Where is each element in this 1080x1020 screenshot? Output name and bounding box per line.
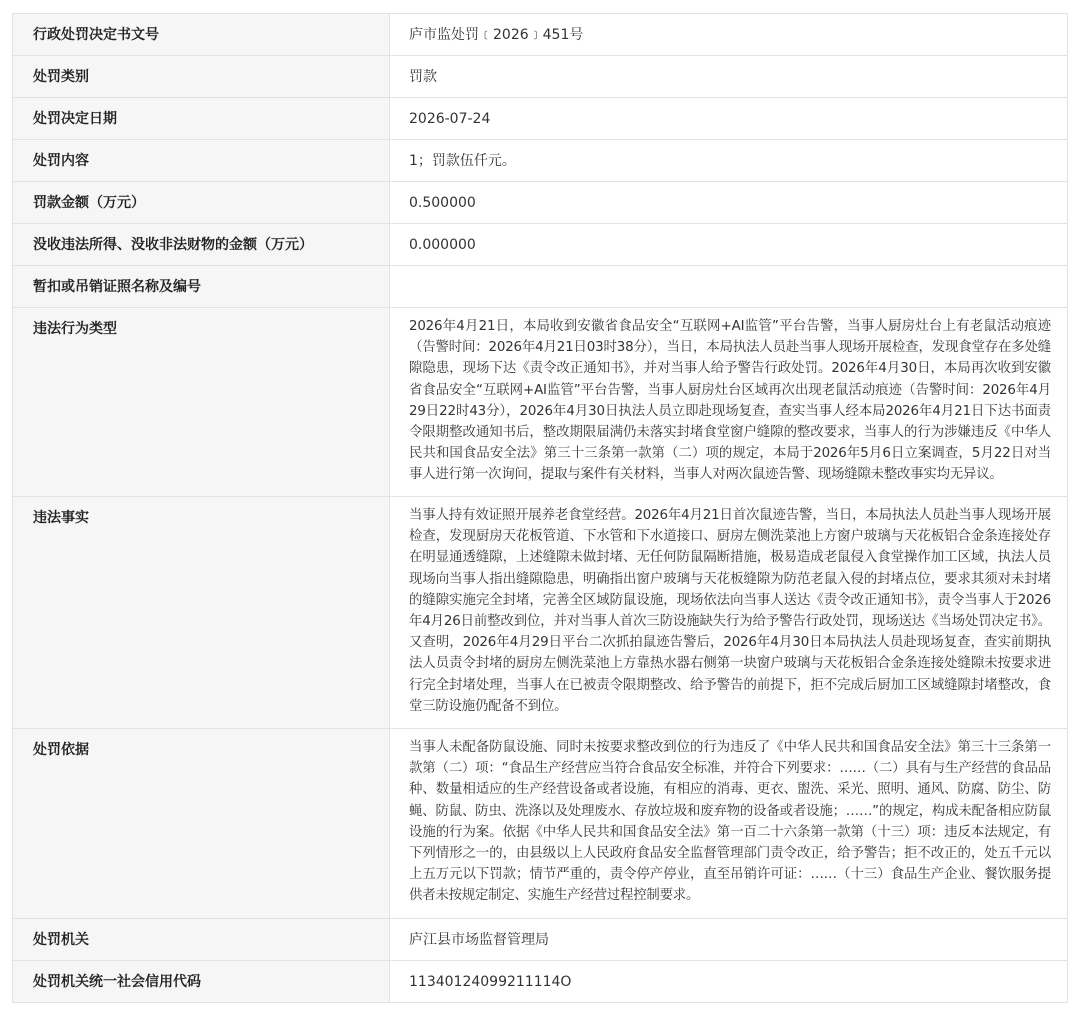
table-row [13,56,1068,98]
row-value-penalty-basis: 当事人未配备防鼠设施、同时未按要求整改到位的行为违反了《中华人民共和国食品安全法》第三十三条第一款第（二）项：“食品生产经营应当符合食品安全标准，并符合下列要求：……（二）具有与生产经营的食品品种、数量相适应的生产经营设备或者设施，有相应的消毒、更衣、盥洗、采光、照明、通风、防腐、防尘、防蝇、防鼠、防虫、洗涤以及处理废水、存放垃圾和废弃物的设备或者设施；……”的规定，构成未配备相应防鼠设施的行为案。依据《中华人民共和国食品安全法》第一百二十六条第一款第（十三）项：违反本法规定，有下列情形之一的，由县级以上人民政府食品安全监督管理部门责令改正，给予警告；拒不改正的，处五千元以上五万元以下罚款；情节严重的，责令停产停业，直至吊销许可证：……（十三）食品生产企业、餐饮服务提供者未按规定制定、实施生产经营过程控制要求。 [390,729,1068,919]
table-row [13,182,1068,224]
table-row [13,729,1068,919]
row-label-license-suspension: 暂扣或吊销证照名称及编号 [13,266,390,308]
row-value-doc-number: 庐市监处罚﹝2026﹞451号 [390,14,1068,56]
row-label-decision-date: 处罚决定日期 [13,98,390,140]
row-label-confiscation-amount: 没收违法所得、没收非法财物的金额（万元） [13,224,390,266]
row-value-license-suspension [390,266,1068,308]
row-label-penalty-basis: 处罚依据 [13,729,390,919]
table-row [13,961,1068,1003]
row-value-confiscation-amount: 0.000000 [390,224,1068,266]
row-value-decision-date: 2026-07-24 [390,98,1068,140]
row-label-doc-number: 行政处罚决定书文号 [13,14,390,56]
row-label-category: 处罚类别 [13,56,390,98]
row-value-content: 1；罚款伍仟元。 [390,140,1068,182]
row-label-credit-code: 处罚机关统一社会信用代码 [13,961,390,1003]
table-row [13,308,1068,497]
row-value-fine-amount: 0.500000 [390,182,1068,224]
row-value-violation-type: 2026年4月21日，本局收到安徽省食品安全“互联网+AI监管”平台告警，当事人厨房灶台上有老鼠活动痕迹（告警时间：2026年4月21日03时38分），当日，本局执法人员赴当事人现场开展检查，发现食堂存在多处缝隙隐患，现场下达《责令改正通知书》，并对当事人给予警告行政处罚。2026年4月30日，本局再次收到安徽省食品安全“互联网+AI监管”平台告警，当事人厨房灶台区域再次出现老鼠活动痕迹（告警时间：2026年4月29日22时43分），2026年4月30日执法人员立即赴现场复查，查实当事人经本局2026年4月21日下达书面责令限期整改通知书后，整改期限届满仍未落实封堵食堂窗户缝隙的整改要求，当事人的行为涉嫌违反《中华人民共和国食品安全法》第三十三条第一款第（二）项的规定，本局于2026年5月6日立案调查，5月22日对当事人进行第一次询问，提取与案件有关材料，当事人对两次鼠迹告警、现场缝隙未整改事实均无异议。 [390,308,1068,497]
penalty-record-table [12,13,1068,1003]
row-value-authority: 庐江县市场监督管理局 [390,919,1068,961]
table-row [13,224,1068,266]
row-label-content: 处罚内容 [13,140,390,182]
table-row [13,497,1068,729]
row-value-credit-code: 11340124099211114O [390,961,1068,1003]
row-label-violation-facts: 违法事实 [13,497,390,729]
table-row [13,266,1068,308]
row-label-fine-amount: 罚款金额（万元） [13,182,390,224]
row-value-category: 罚款 [390,56,1068,98]
table-row [13,98,1068,140]
row-value-violation-facts: 当事人持有效证照开展养老食堂经营。2026年4月21日首次鼠迹告警，当日，本局执法人员赴当事人现场开展检查，发现厨房天花板管道、下水管和下水道接口、厨房左侧洗菜池上方窗户玻璃与天花板铝合金条连接处存在明显通透缝隙，上述缝隙未做封堵、无任何防鼠隔断措施，极易造成老鼠侵入食堂操作加工区域，执法人员现场向当事人指出缝隙隐患，明确指出窗户玻璃与天花板缝隙为防范老鼠入侵的封堵点位，要求其须对未封堵的缝隙实施完全封堵，完善全区域防鼠设施，现场依法向当事人送达《责令改正通知书》，责令当事人于2026年4月26日前整改到位，并对当事人首次三防设施缺失行为给予警告行政处罚，现场送达《当场处罚决定书》。又查明，2026年4月29日平台二次抓拍鼠迹告警后，2026年4月30日本局执法人员赴现场复查，查实前期执法人员责令封堵的厨房左侧洗菜池上方靠热水器右侧第一块窗户玻璃与天花板铝合金条连接处缝隙未按要求进行完全封堵处理，当事人在已被责令限期整改、给予警告的前提下，拒不完成后厨加工区域缝隙封堵整改，食堂三防设施仍配备不到位。 [390,497,1068,729]
table-row [13,14,1068,56]
table-row [13,140,1068,182]
row-label-violation-type: 违法行为类型 [13,308,390,497]
table-row [13,919,1068,961]
row-label-authority: 处罚机关 [13,919,390,961]
